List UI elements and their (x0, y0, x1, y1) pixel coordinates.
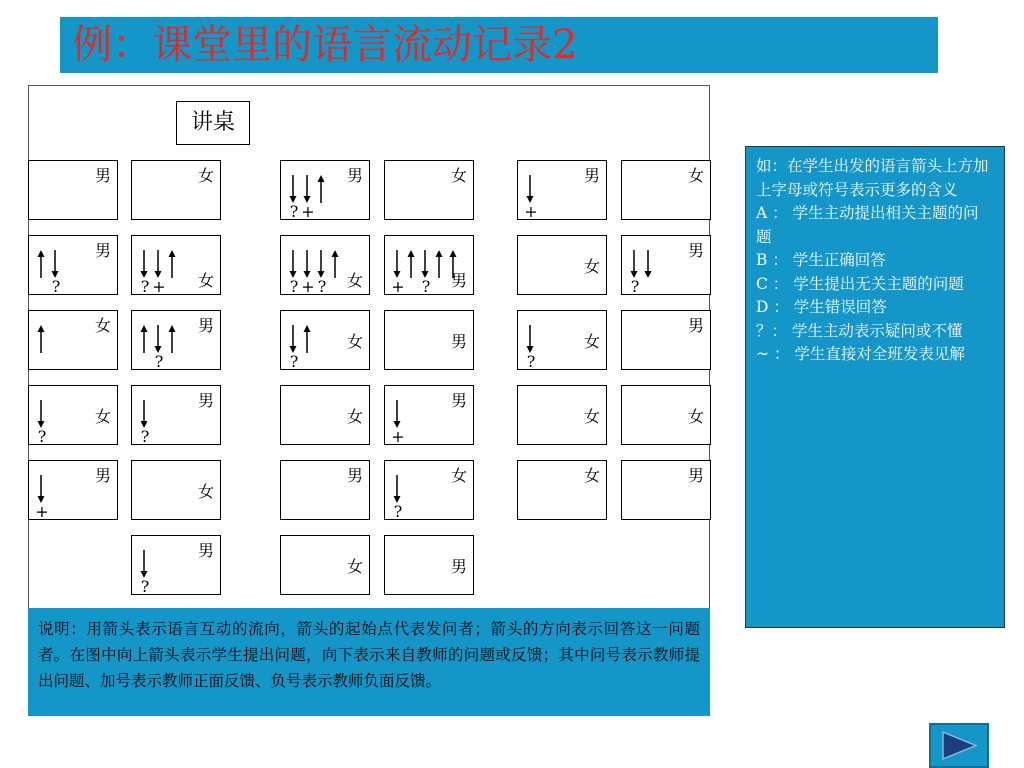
interaction-arrows (29, 236, 119, 296)
arrow-head (141, 325, 148, 332)
student-desk (384, 235, 474, 295)
interaction-arrows (132, 536, 222, 596)
interaction-arrows (29, 311, 119, 371)
legend-line: A ： 学生主动提出相关主题的问题 (756, 204, 979, 246)
arrow-symbol: + (152, 277, 166, 296)
arrow-symbol: ? (140, 577, 150, 596)
student-desk (384, 385, 474, 445)
interaction-arrows (518, 311, 608, 371)
arrow-symbol: ? (37, 427, 47, 446)
student-gender: 女 (346, 407, 363, 426)
arrow-head (304, 325, 311, 332)
student-desk (621, 460, 711, 520)
arrow-head (450, 250, 457, 257)
student-desk (517, 235, 607, 295)
interaction-arrows (132, 236, 222, 296)
interaction-arrows (385, 461, 475, 521)
legend-line: B ： 学生正确回答 (756, 251, 886, 269)
student-gender: 女 (687, 407, 704, 426)
student-gender: 女 (583, 466, 600, 485)
student-gender: 女 (687, 166, 704, 185)
student-desk (131, 460, 221, 520)
arrow-head (169, 325, 176, 332)
explanation-note (28, 608, 710, 716)
student-gender: 女 (583, 257, 600, 276)
student-desk (28, 310, 118, 370)
arrow-symbol: ? (51, 277, 61, 296)
interaction-arrows (281, 311, 371, 371)
student-desk (621, 235, 711, 295)
arrow-symbol: + (301, 202, 315, 221)
student-desk (131, 310, 221, 370)
arrow-symbol: ? (289, 202, 299, 221)
student-desk (280, 385, 370, 445)
student-gender: 女 (94, 407, 111, 426)
arrow-symbol: + (301, 277, 315, 296)
student-desk (28, 460, 118, 520)
student-desk (384, 310, 474, 370)
interaction-arrows (281, 236, 371, 296)
student-desk (131, 385, 221, 445)
play-triangle-icon (931, 725, 987, 766)
student-desk (517, 160, 607, 220)
interaction-arrows (622, 236, 712, 296)
student-gender: 男 (450, 391, 467, 410)
student-gender: 女 (346, 557, 363, 576)
student-gender: 女 (197, 271, 214, 290)
arrow-head (408, 250, 415, 257)
student-desk (517, 310, 607, 370)
student-desk (621, 385, 711, 445)
student-gender: 男 (94, 466, 111, 485)
student-desk (280, 535, 370, 595)
student-desk (28, 385, 118, 445)
arrow-symbol: + (391, 277, 405, 296)
arrow-head (38, 250, 45, 257)
next-slide-button[interactable] (929, 723, 989, 768)
student-desk (131, 235, 221, 295)
interaction-arrows (281, 161, 371, 221)
legend-line: D ： 学生错误回答 (756, 298, 887, 316)
legend-line: ？： 学生主动表示疑问或不懂 (756, 321, 963, 340)
arrow-symbol: ? (154, 352, 164, 371)
interaction-arrows (29, 386, 119, 446)
student-gender: 男 (346, 466, 363, 485)
student-desk (517, 385, 607, 445)
arrow-symbol: ? (289, 277, 299, 296)
student-desk (384, 535, 474, 595)
student-desk (280, 235, 370, 295)
student-desk (280, 310, 370, 370)
student-gender: 男 (450, 557, 467, 576)
legend-line: C ： 学生提出无关主题的问题 (756, 274, 964, 293)
student-gender: 男 (197, 541, 214, 560)
student-gender: 男 (197, 316, 214, 335)
student-desk (384, 160, 474, 220)
student-gender: 女 (583, 332, 600, 351)
arrow-head (318, 175, 325, 182)
arrow-head (645, 271, 652, 278)
arrow-symbol: + (35, 502, 49, 521)
title-bar (60, 17, 938, 73)
student-desk (384, 460, 474, 520)
arrow-symbol: ? (289, 352, 299, 371)
student-gender: 女 (197, 482, 214, 501)
student-gender: 男 (583, 166, 600, 185)
student-desk (517, 460, 607, 520)
student-gender: 男 (687, 316, 704, 335)
arrow-symbol: ? (140, 277, 150, 296)
student-gender: 男 (346, 166, 363, 185)
legend-line: 如：在学生出发的语言箭头上方加上字母或符号表示更多的含义 (756, 157, 989, 199)
student-gender: 女 (94, 316, 111, 335)
student-gender: 男 (450, 332, 467, 351)
arrow-symbol: ? (526, 352, 536, 371)
student-desk (28, 160, 118, 220)
student-desk (621, 160, 711, 220)
interaction-arrows (385, 236, 475, 296)
arrow-symbol: + (391, 427, 405, 446)
arrow-symbol: ? (140, 427, 150, 446)
student-gender: 男 (450, 271, 467, 290)
interaction-arrows (132, 311, 222, 371)
student-gender: 女 (346, 271, 363, 290)
teacher-podium: 讲桌 (176, 101, 250, 145)
student-gender: 男 (687, 241, 704, 260)
student-gender: 男 (94, 166, 111, 185)
arrow-head (169, 250, 176, 257)
arrow-head (436, 250, 443, 257)
student-desk (28, 235, 118, 295)
symbol-legend (745, 146, 1005, 628)
student-gender: 男 (687, 466, 704, 485)
interaction-arrows (385, 386, 475, 446)
arrow-symbol: ? (421, 277, 431, 296)
explanation-text: 说明：用箭头表示语言互动的流向，箭头的起始点代表发问者；箭头的方向表示回答这一问题者。在图中向上箭头表示学生提出问题，向下表示来自教师的问题或反馈；其中问号表示教师提出问题、加号表示教师正面反馈、负号表示教师负面反馈。 (38, 620, 700, 690)
student-gender: 女 (197, 166, 214, 185)
interaction-arrows (132, 386, 222, 446)
interaction-arrows (518, 161, 608, 221)
arrow-symbol: ? (317, 277, 327, 296)
student-desk (131, 160, 221, 220)
arrow-symbol: ? (393, 502, 403, 521)
student-desk (621, 310, 711, 370)
arrow-head (332, 250, 339, 257)
student-desk (131, 535, 221, 595)
interaction-arrows (29, 461, 119, 521)
arrow-symbol: + (524, 202, 538, 221)
student-gender: 男 (197, 391, 214, 410)
student-gender: 女 (450, 466, 467, 485)
student-desk (280, 460, 370, 520)
student-gender: 女 (583, 407, 600, 426)
student-gender: 女 (346, 332, 363, 351)
legend-line: ~ ： 学生直接对全班发表见解 (756, 345, 965, 363)
student-desk (280, 160, 370, 220)
student-gender: 女 (450, 166, 467, 185)
page-title: 例：课堂里的语言流动记录2 (72, 22, 578, 68)
arrow-symbol: ? (630, 277, 640, 296)
arrow-head (38, 325, 45, 332)
student-gender: 男 (94, 241, 111, 260)
